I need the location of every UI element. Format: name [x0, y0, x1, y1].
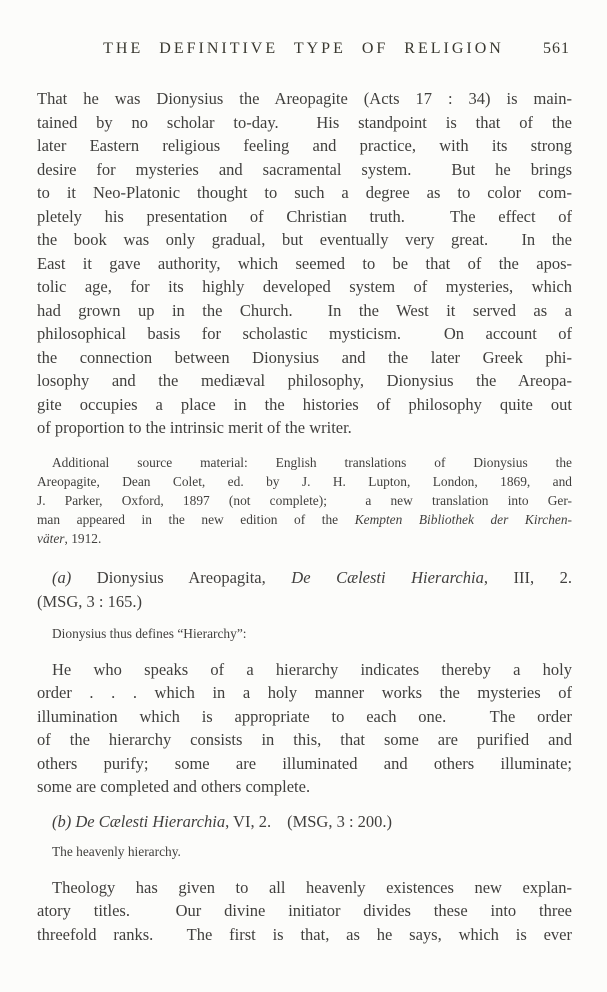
citation-a-label: (a)	[52, 567, 72, 587]
text-line: That he was Dionysius the Areopagite (Acts 17 : 34) is main-	[37, 89, 572, 108]
citation-b-heading	[37, 810, 572, 834]
citation-a-title: De Cælesti Hierarchia	[291, 567, 484, 587]
note-plain: , 1912.	[64, 530, 102, 546]
citation-b-source: (MSG, 3 : 200.)	[287, 811, 393, 831]
citation-a-source: (MSG, 3 : 165.)	[37, 591, 142, 611]
text-line	[37, 529, 572, 548]
quote-block	[37, 658, 572, 799]
paragraph-dionysius	[37, 87, 572, 440]
text-line: He who speaks of a hierarchy indicates thereby a holy	[52, 659, 572, 679]
text-line: had grown up in the Church. In the West it served as a	[37, 300, 572, 320]
text-line: to it Neo-Platonic thought to such a degree as to color com-	[37, 183, 572, 202]
text-line: J. Parker, Oxford, 1897 (not complete); a new translation into Ger-	[37, 492, 572, 508]
text-line: the connection between Dionysius and the later Greek phi-	[37, 347, 572, 367]
citation-b-intro	[37, 842, 572, 861]
note-plain: man appeared in the new edition of the	[37, 511, 355, 527]
text-line: East it gave authority, which seemed to be that of the apos-	[37, 253, 572, 273]
text-line: tained by no scholar to-day. His standpoint is that of the	[37, 112, 572, 132]
text-line: some are completed and others complete.	[37, 777, 311, 796]
page-number: 561	[543, 40, 570, 57]
text-line: Theology has given to all heavenly existences new explan-	[52, 877, 572, 897]
citation-b-title: De Cælesti Hierarchia	[75, 811, 226, 831]
text-line: others purify; some are illuminated and others illuminate;	[37, 753, 572, 773]
text-line	[37, 510, 572, 529]
running-head: THE DEFINITIVE TYPE OF RELIGION	[103, 40, 504, 57]
citation-a-author: Dionysius Areopagita,	[71, 567, 292, 587]
text-line: the book was only gradual, but eventually very great. In the	[37, 230, 572, 249]
text-line: The heavenly hierarchy.	[52, 843, 181, 859]
citation-b-ref: , VI, 2.	[225, 811, 272, 831]
text-line: gite occupies a place in the histories of philosophy quite out	[37, 394, 572, 414]
text-line: pletely his presentation of Christian truth. The effect of	[37, 206, 572, 226]
citation-b-label: (b)	[52, 811, 76, 831]
text-line	[37, 810, 572, 834]
note-book-title-cont: väter	[37, 530, 65, 546]
text-line: Areopagite, Dean Colet, ed. by J. H. Lupton, London, 1869, and	[37, 473, 572, 489]
source-note	[37, 453, 572, 548]
citation-a-ref: , III, 2.	[483, 567, 572, 587]
text-line: threefold ranks. The first is that, as he says, which is ever	[37, 924, 572, 944]
paragraph-closing	[37, 876, 572, 947]
text-line: philosophical basis for scholastic mysticism. On account of	[37, 324, 572, 343]
text-line: atory titles. Our divine initiator divides these into three	[37, 901, 572, 920]
text-line: desire for mysteries and sacramental system. But he brings	[37, 159, 572, 179]
text-line	[37, 566, 572, 590]
text-line: Dionysius thus defines “Hierarchy”:	[52, 625, 247, 641]
text-line: order . . . which in a holy manner works the mysteries of	[37, 683, 572, 702]
text-line: losophy and the mediæval philosophy, Dionysius the Areopa-	[37, 371, 572, 390]
note-book-title: Kempten Bibliothek der Kirchen-	[354, 511, 572, 527]
citation-a-intro	[37, 624, 572, 643]
text-line: of proportion to the intrinsic merit of the writer.	[37, 418, 352, 437]
text-line: tolic age, for its highly developed system of mysteries, which	[37, 277, 572, 296]
page-header	[0, 0, 607, 58]
text-line: Additional source material: English translations of Dionysius the	[52, 454, 572, 470]
text-line: illumination which is appropriate to each one. The order	[37, 706, 572, 726]
text-line: of the hierarchy consists in this, that some are purified and	[37, 730, 572, 749]
citation-a-heading	[37, 566, 572, 614]
text-line: later Eastern religious feeling and practice, with its strong	[37, 136, 572, 155]
